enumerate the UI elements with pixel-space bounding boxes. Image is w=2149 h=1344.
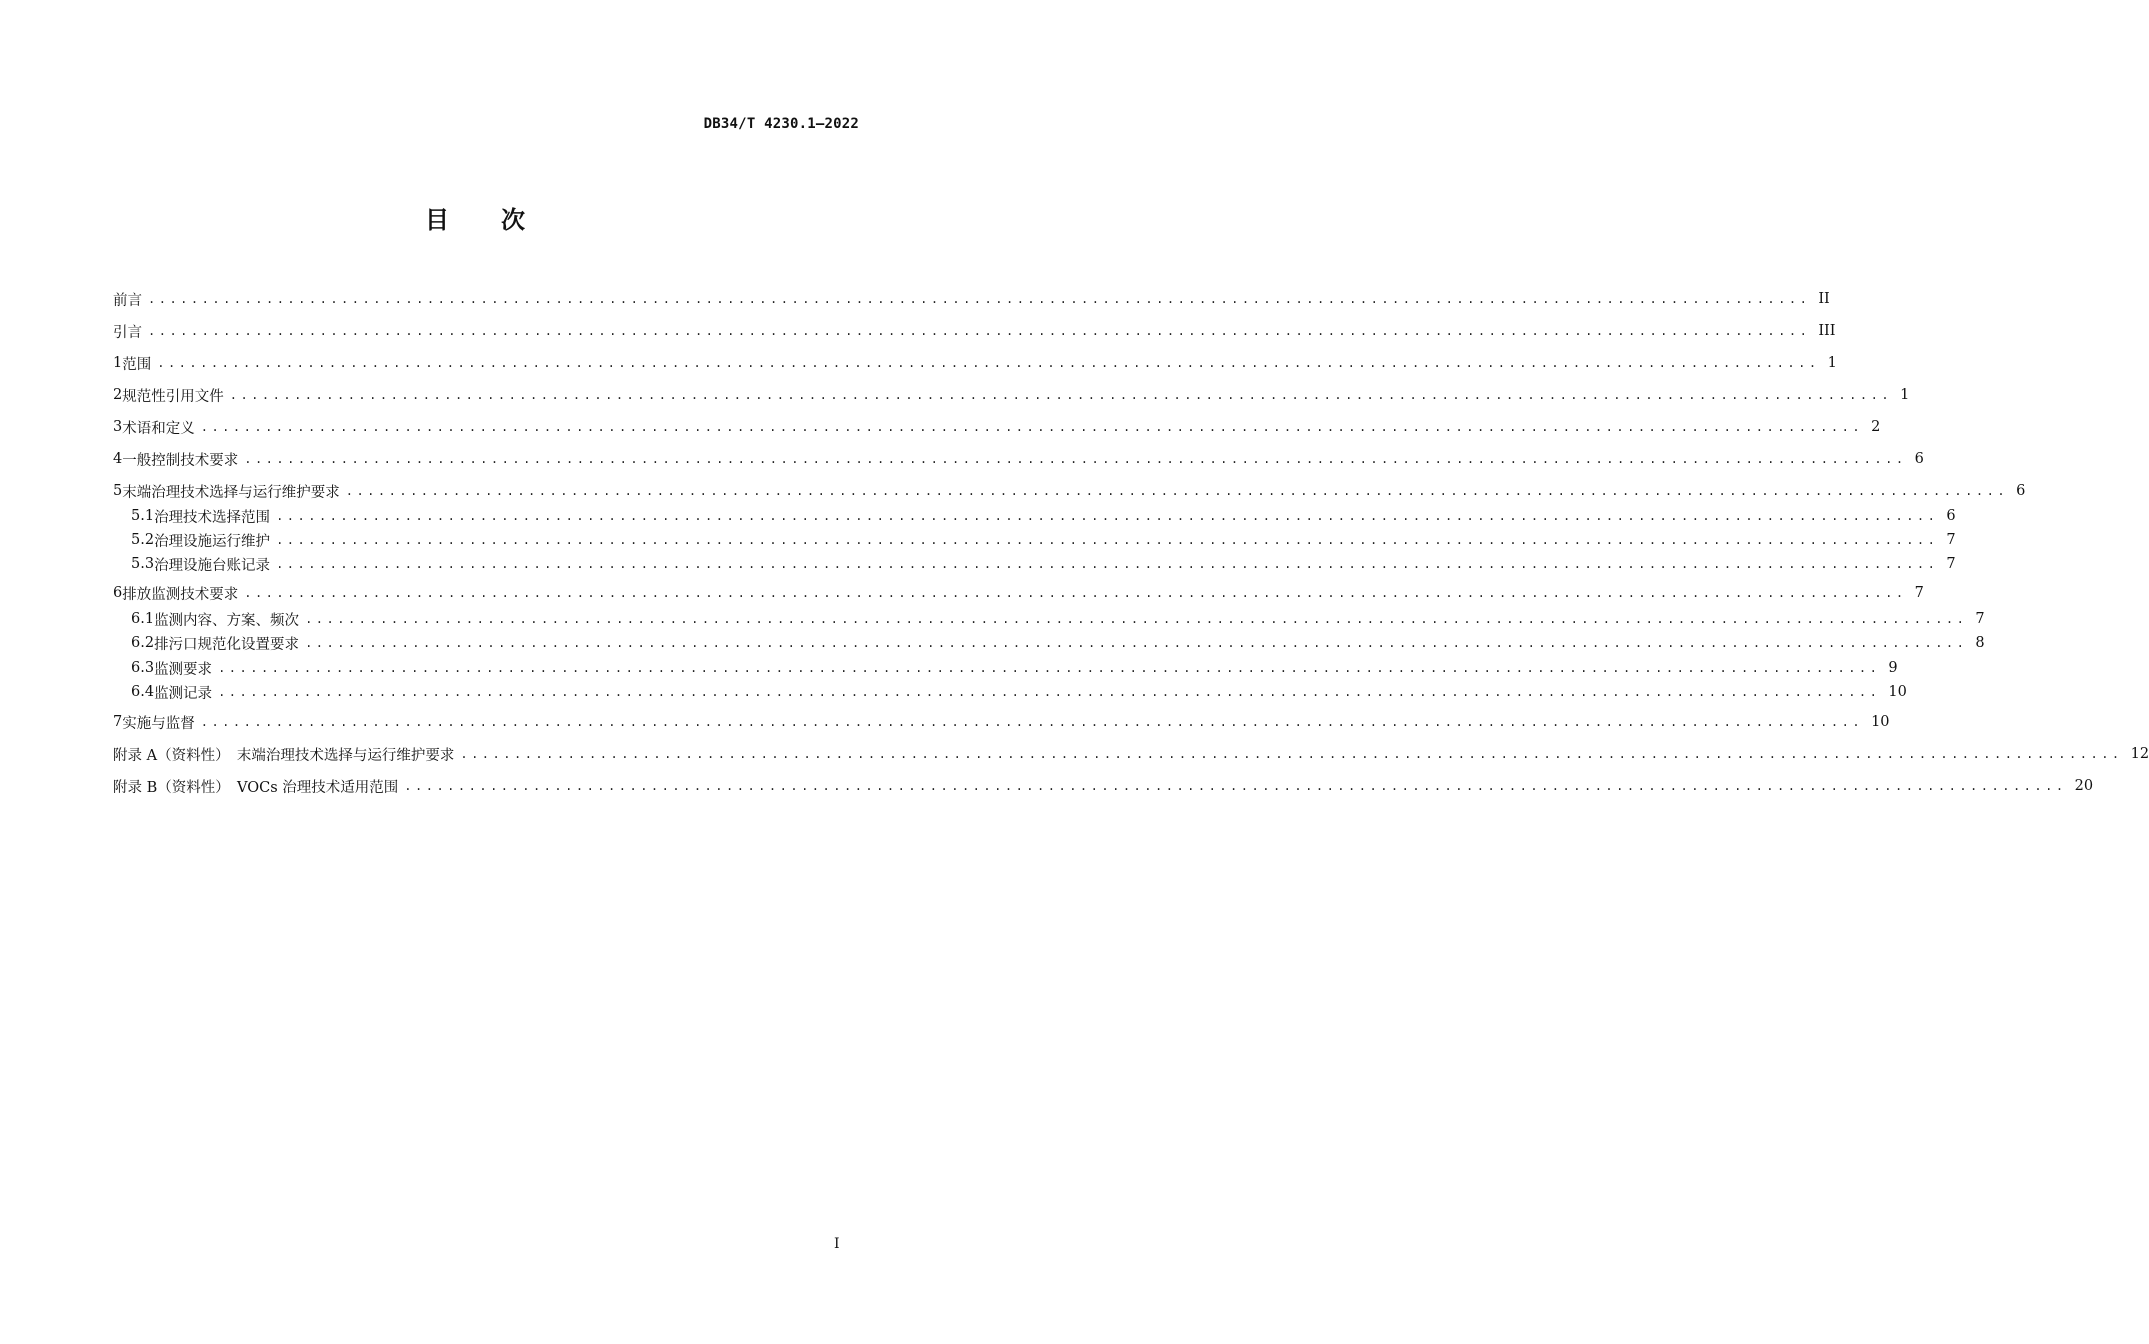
- toc-entry-appendix-b[interactable]: [113, 773, 2094, 799]
- toc-number: 7: [113, 714, 123, 730]
- title-char-1: 目: [425, 206, 449, 234]
- toc-leader-dots: ...........................................................................................................................................................: [218, 661, 1881, 675]
- toc-label: 治理设施运行维护: [154, 533, 271, 550]
- toc-label: 治理设施台账记录: [154, 557, 271, 574]
- toc-label: 排污口规范化设置要求: [154, 636, 300, 653]
- toc-page-number: 12: [2130, 746, 2149, 762]
- page-title: [0, 200, 950, 235]
- toc-label: 监测要求: [154, 661, 213, 678]
- toc-entry-3[interactable]: [113, 414, 1881, 440]
- toc-label: 实施与监督: [122, 715, 195, 732]
- toc-label: 前言: [113, 292, 142, 309]
- toc-page-number: 2: [1871, 419, 1881, 435]
- toc-label: 范围: [122, 356, 152, 373]
- toc-leader-dots: ...........................................................................................................................................................: [460, 747, 2123, 761]
- toc-number: 2: [113, 387, 123, 403]
- toc-page-number: 20: [2074, 778, 2094, 794]
- toc-page-number: 1: [1900, 387, 1910, 403]
- title-char-2: 次: [501, 206, 525, 234]
- toc-page-number: 6: [1914, 451, 1924, 467]
- toc-entry-6-2[interactable]: [113, 630, 1985, 656]
- toc-leader-dots: ...........................................................................................................................................................: [305, 612, 1968, 626]
- toc-number: 3: [113, 419, 123, 435]
- toc-page-number: 10: [1871, 714, 1890, 730]
- toc-leader-dots: ...........................................................................................................................................................: [148, 292, 1811, 306]
- toc-label: 一般控制技术要求: [122, 452, 239, 469]
- toc-entry-appendix-a[interactable]: [113, 741, 2149, 767]
- toc-number: 6: [113, 585, 123, 601]
- toc-label: 规范性引用文件: [122, 388, 224, 405]
- toc-entry-4[interactable]: [113, 446, 1924, 472]
- toc-leader-dots: ...........................................................................................................................................................: [200, 715, 1864, 729]
- toc-leader-dots: ...........................................................................................................................................................: [157, 356, 1820, 370]
- toc-leader-dots: ...........................................................................................................................................................: [244, 452, 1907, 466]
- toc-label: 监测内容、方案、频次: [154, 612, 300, 629]
- toc-leader-dots: ...........................................................................................................................................................: [200, 420, 1864, 434]
- toc-entry-2[interactable]: [113, 382, 1910, 408]
- toc-label: 引言: [113, 324, 142, 341]
- toc-page-number: 7: [1946, 556, 1956, 572]
- toc-leader-dots: ...........................................................................................................................................................: [345, 484, 2009, 498]
- toc-leader-dots: ...........................................................................................................................................................: [218, 685, 1881, 699]
- toc-entry-introduction[interactable]: [113, 318, 1836, 344]
- toc-number: 6.2: [131, 635, 155, 651]
- toc-entry-foreword[interactable]: [113, 286, 1830, 312]
- toc-page-number: 7: [1975, 611, 1985, 627]
- toc-leader-dots: ...........................................................................................................................................................: [276, 509, 1939, 523]
- toc-leader-dots: ...........................................................................................................................................................: [404, 779, 2067, 793]
- toc-label: 附录 A（资料性） 末端治理技术选择与运行维护要求: [113, 747, 455, 764]
- toc-leader-dots: ...........................................................................................................................................................: [148, 324, 1811, 338]
- toc-number: 6.1: [131, 611, 155, 627]
- toc-entry-5[interactable]: [113, 478, 2026, 504]
- toc-label: 监测记录: [154, 685, 213, 702]
- toc-number: 5.2: [131, 532, 155, 548]
- toc-entry-5-2[interactable]: [113, 527, 1956, 553]
- toc-leader-dots: ...........................................................................................................................................................: [276, 533, 1939, 547]
- toc-page-number: 6: [2016, 483, 2026, 499]
- toc-page-number: 7: [1914, 585, 1924, 601]
- standard-code: DB34/T 4230.1—2022: [703, 116, 859, 132]
- toc-label: 治理技术选择范围: [154, 509, 271, 526]
- toc-entry-6-4[interactable]: [113, 679, 1907, 705]
- toc-number: 6.4: [131, 684, 155, 700]
- toc-label: 末端治理技术选择与运行维护要求: [122, 484, 340, 501]
- toc-page-number: 9: [1888, 660, 1898, 676]
- toc-page-number: 8: [1975, 635, 1985, 651]
- toc-leader-dots: ...........................................................................................................................................................: [305, 636, 1968, 650]
- toc-page-number: 7: [1946, 532, 1956, 548]
- toc-number: 5: [113, 483, 123, 499]
- toc-number: 4: [113, 451, 123, 467]
- toc-leader-dots: ...........................................................................................................................................................: [244, 586, 1907, 600]
- toc-entry-6-3[interactable]: [113, 655, 1898, 681]
- page-number: I: [834, 1236, 840, 1252]
- toc-page-number: III: [1818, 323, 1836, 339]
- toc-page-number: 1: [1827, 355, 1837, 371]
- toc-entry-5-1[interactable]: [113, 503, 1956, 529]
- toc-page-number: II: [1818, 291, 1830, 307]
- toc-entry-7[interactable]: [113, 709, 1890, 735]
- toc-label: 附录 B（资料性） VOCs 治理技术适用范围: [113, 779, 399, 796]
- toc-entry-5-3[interactable]: [113, 551, 1956, 577]
- toc-number: 6.3: [131, 660, 155, 676]
- toc-number: 5.3: [131, 556, 155, 572]
- toc-leader-dots: ...........................................................................................................................................................: [229, 388, 1893, 402]
- toc-label: 术语和定义: [122, 420, 195, 437]
- toc-entry-6[interactable]: [113, 580, 1924, 606]
- toc-page-number: 10: [1888, 684, 1907, 700]
- toc-leader-dots: ...........................................................................................................................................................: [276, 557, 1939, 571]
- toc-entry-6-1[interactable]: [113, 606, 1985, 632]
- toc-page-number: 6: [1946, 508, 1956, 524]
- toc-entry-1[interactable]: [113, 350, 1837, 376]
- toc-number: 1: [113, 355, 123, 371]
- toc-label: 排放监测技术要求: [122, 586, 239, 603]
- toc-number: 5.1: [131, 508, 155, 524]
